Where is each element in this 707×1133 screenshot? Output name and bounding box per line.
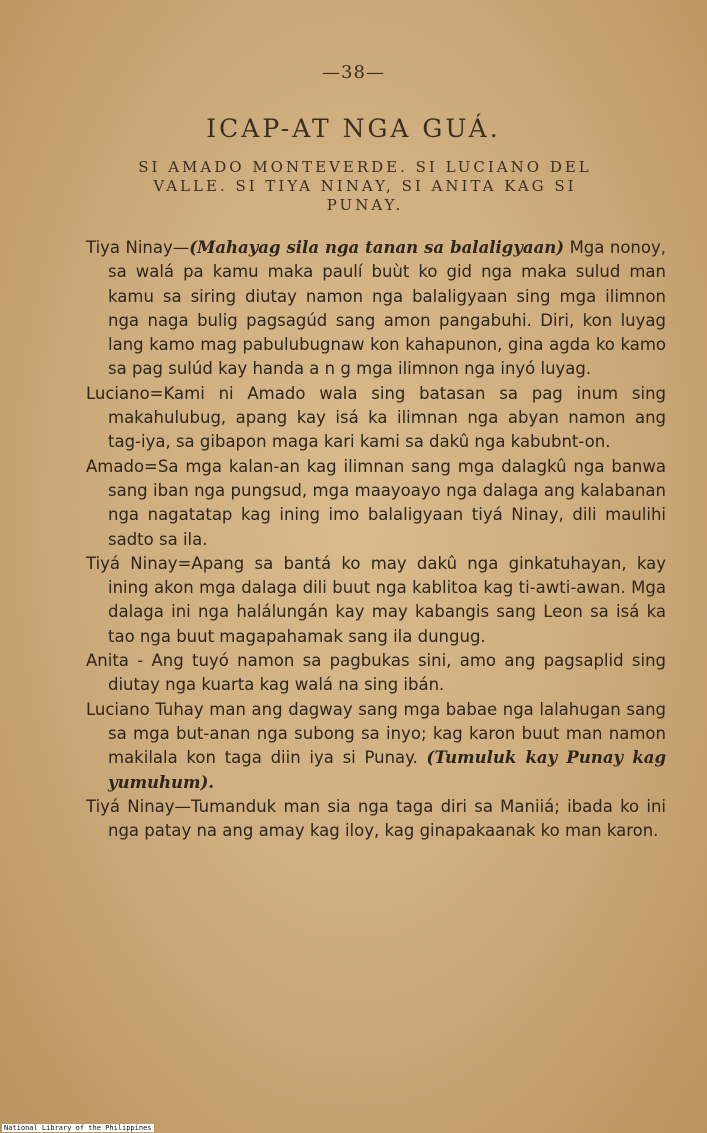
stage-direction: (Tumuluk kay Punay kag yumuhum). xyxy=(108,748,666,792)
speech-text: Kami ni Amado wala sing batasan sa pag inum sing makahulubug, apang kay isá ka ilimnan nga abyan namon ang tag-iya, sa gibapon maga kari kami sa dakû nga kabubnt-on. xyxy=(108,383,666,452)
act-title: ICAP-AT NGA GUÁ. xyxy=(206,114,501,143)
dialogue-block xyxy=(86,236,666,843)
page-number: —38— xyxy=(322,62,385,83)
speech-luciano-1 xyxy=(86,382,666,455)
speech-luciano-2 xyxy=(86,698,666,795)
speaker-label: Tiya Ninay— xyxy=(86,238,190,257)
speech-anita-1 xyxy=(86,649,666,698)
speech-tiya-ninay-3 xyxy=(86,795,666,844)
speech-text: Ang tuyó namon sa pagbukas sini, amo ang pagsaplid sing diutay nga kuarta kag walá na sing ibán. xyxy=(108,651,666,695)
library-credit: National Library of the Philippines xyxy=(4,1124,152,1132)
speaker-label: Anita - xyxy=(86,651,152,671)
stage-direction: (Mahayag sila nga tanan sa balaligyaan) xyxy=(189,238,565,257)
speech-tiya-ninay-2 xyxy=(86,552,666,649)
speech-text: Sa mga kalan-an kag ilimnan sang mga dalagkû nga banwa sang iban nga pungsud, mga maayoayo nga dalaga ang kalabanan nga nagatatap kag ining imo balaligyaan tiyá Ninay, dili maulihi sadto sa ila. xyxy=(108,456,666,549)
speaker-label: Amado= xyxy=(86,456,158,476)
speaker-label: Luciano= xyxy=(86,383,164,403)
speaker-label: Tiyá Ninay— xyxy=(86,796,192,816)
speech-tiya-ninay-1 xyxy=(86,236,666,382)
scene-cast-list: SI AMADO MONTEVERDE. SI LUCIANO DEL VALLE. SI TIYA NINAY, SI ANITA KAG SI PUNAY. xyxy=(138,158,592,214)
speech-text: Apang sa bantá ko may dakû nga ginkatuhayan, kay ining akon mga dalaga dili buut nga kablitoa kag ti-awti-awan. Mga dalaga ini nga halálungán kay may kabangis sang Leon sa isá ka tao nga buut magapahamak sang ila dungug. xyxy=(108,553,666,646)
speaker-label: Luciano xyxy=(86,699,156,719)
speech-text: Mga nonoy, sa walá pa kamu maka paulí buùt ko gid nga maka sulud man kamu sa siring diutay namon nga balaligyaan sing mga ilimnon nga naga bulig pagsagúd sang amon pangabuhi. Diri, kon luyag lang kamo mag pabulubugnaw kon kahapunon, gina agda ko kamo sa pag sulúd kay handa a n g mga ilimnon nga inyó luyag. xyxy=(108,238,666,379)
speech-text: Tuhay man ang dagway sang mga babae nga lalahugan sang sa mga but-anan nga subong sa inyo; kag karon buut man namon makilala kon taga diin iya si Punay. xyxy=(108,699,667,768)
speech-text: Tumanduk man sia nga taga diri sa Maniiá; ibada ko ini nga patay na ang amay kag iloy, kag ginapakaanak ko man karon. xyxy=(108,796,666,841)
speaker-label: Tiyá Ninay= xyxy=(86,553,192,573)
speech-amado-1 xyxy=(86,455,666,552)
